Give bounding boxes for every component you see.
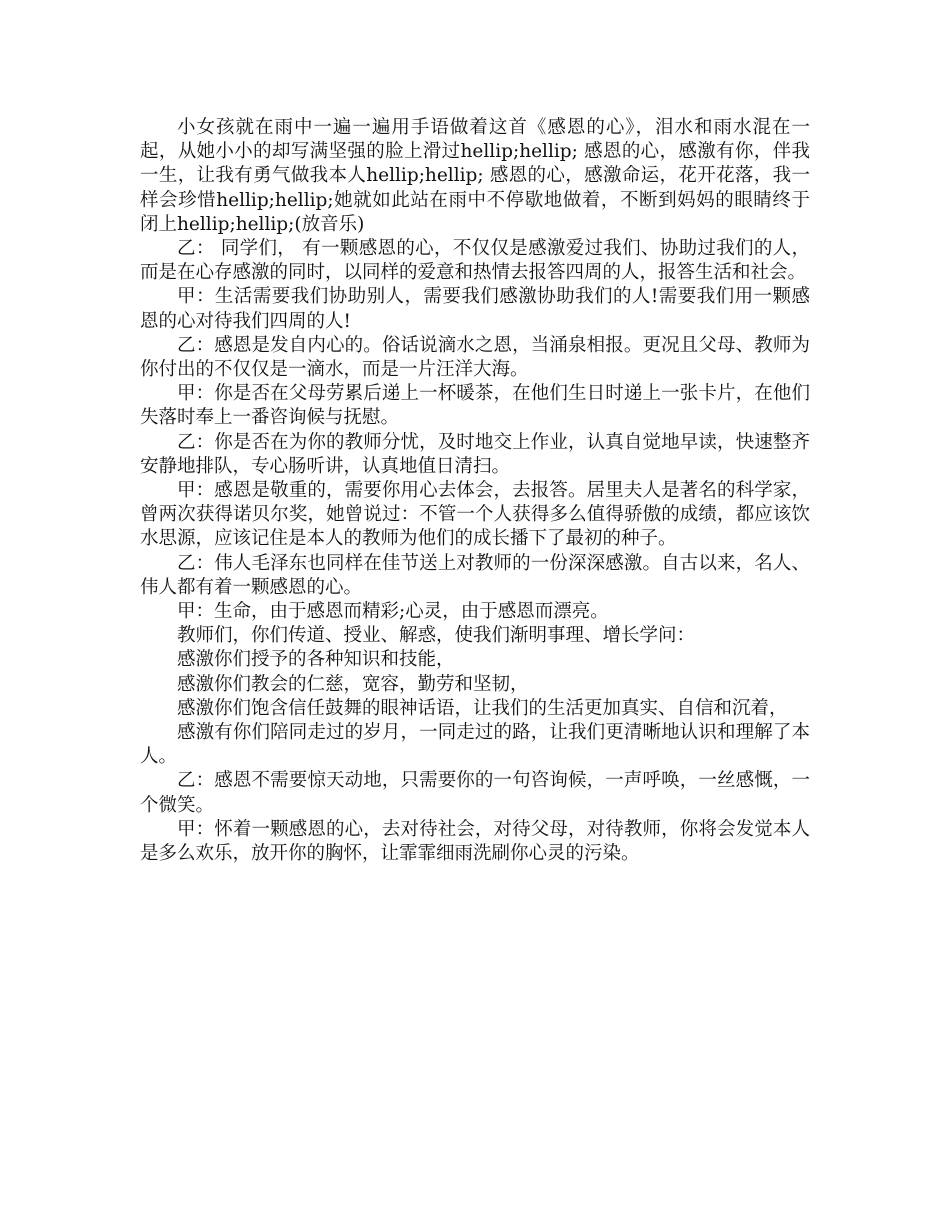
paragraph-yi-5: 乙：感恩不需要惊天动地，只需要你的一句咨询候，一声呼唤，一丝感慨，一个微笑。 (140, 770, 810, 816)
paragraph-jia-5: 甲：怀着一颗感恩的心，去对待社会，对待父母，对待教师，你将会发觉本人是多么欢乐，放开你的胸怀，让霏霏细雨洗刷你心灵的污染。 (140, 818, 810, 865)
paragraph-jia-1: 甲：生活需要我们协助别人，需要我们感激协助我们的人!需要我们用一颗感恩的心对待我们四周的人! (140, 286, 810, 332)
paragraph-jia-3: 甲：感恩是敬重的，需要你用心去体会，去报答。居里夫人是著名的科学家，曾两次获得诺贝尔奖，她曾说过：不管一个人获得多么值得骄傲的成绩，都应该饮水思源，应该记住是本人的教师为他们的成长播下了最初的种子。 (140, 480, 810, 550)
paragraph-thanks-2: 感激你们教会的仁慈，宽容，勤劳和坚韧， (177, 673, 529, 695)
paragraph-yi-2: 乙：感恩是发自内心的。俗话说滴水之恩，当涌泉相报。更况且父母、教师为你付出的不仅仅是一滴水，而是一片汪洋大海。 (140, 334, 810, 381)
document-body (140, 116, 810, 866)
paragraph-thanks-4: 感激有你们陪同走过的岁月，一同走过的路，让我们更清晰地认识和理解了本人。 (140, 722, 810, 768)
paragraph-jia-4: 甲：生命，由于感恩而精彩;心灵，由于感恩而漂亮。 (177, 601, 609, 623)
paragraph-yi-3: 乙：你是否在为你的教师分忧，及时地交上作业，认真自觉地早读，快速整齐安静地排队，专心肠听讲，认真地值日清扫。 (140, 431, 810, 477)
paragraph-jia-2: 甲：你是否在父母劳累后递上一杯暖茶，在他们生日时递上一张卡片，在他们失落时奉上一番咨询候与抚慰。 (140, 383, 810, 429)
paragraph-thanks-1: 感激你们授予的各种知识和技能， (177, 649, 455, 671)
paragraph-teachers: 教师们，你们传道、授业、解惑，使我们渐明事理、增长学问： (177, 625, 696, 647)
paragraph-story: 小女孩就在雨中一遍一遍用手语做着这首《感恩的心》，泪水和雨水混在一起，从她小小的却写满坚强的脸上滑过hellip;hellip; 感恩的心，感激有你，伴我一生，让我有勇气做我本人hellip;hellip; 感恩的心，感激命运，花开花落，我一样会珍惜hellip;hellip;她就如此站在雨中不停歇地做着，不断到妈妈的眼睛终于闭上hellip;hellip;(放音乐) (140, 117, 810, 235)
paragraph-thanks-3: 感激你们饱含信任鼓舞的眼神话语，让我们的生活更加真实、自信和沉着， (177, 697, 788, 719)
paragraph-yi-4: 乙：伟人毛泽东也同样在佳节送上对教师的一份深深感激。自古以来，名人、伟人都有着一颗感恩的心。 (140, 552, 810, 598)
paragraph-yi-1: 乙： 同学们， 有一颗感恩的心，不仅仅是感激爱过我们、协助过我们的人，而是在心存感激的同时，以同样的爱意和热情去报答四周的人，报答生活和社会。 (140, 238, 810, 284)
